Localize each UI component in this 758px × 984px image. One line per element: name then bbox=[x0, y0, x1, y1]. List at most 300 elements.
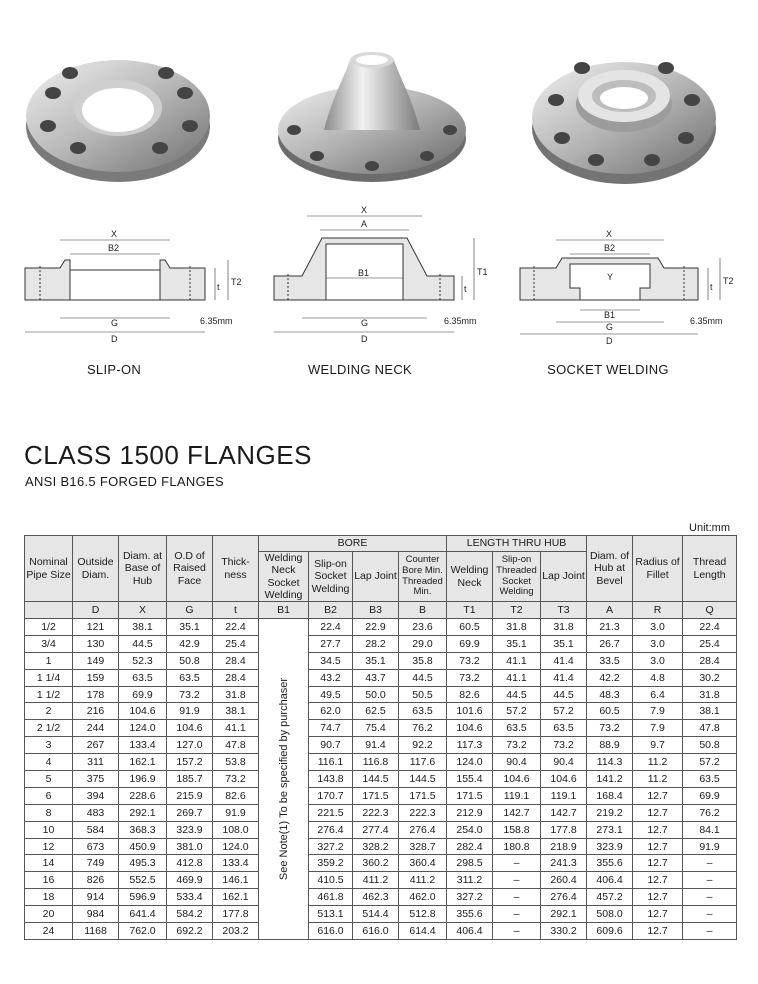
symbol-cell: t bbox=[213, 602, 259, 619]
table-cell: 116.8 bbox=[353, 754, 399, 771]
table-cell: 215.9 bbox=[167, 787, 213, 804]
table-cell: 450.9 bbox=[119, 838, 167, 855]
socket-welding-diagram bbox=[508, 200, 748, 350]
label-b1: B1 bbox=[604, 310, 616, 320]
table-cell: 6.4 bbox=[633, 686, 683, 703]
table-cell: 359.2 bbox=[309, 855, 353, 872]
table-cell: 104.6 bbox=[493, 771, 541, 788]
table-cell: – bbox=[683, 906, 737, 923]
table-cell: 6 bbox=[25, 787, 73, 804]
table-cell: 609.6 bbox=[587, 923, 633, 940]
table-row bbox=[25, 821, 737, 838]
label-t1: T1 bbox=[477, 267, 488, 277]
table-cell: 117.3 bbox=[447, 737, 493, 754]
header-outside-diam: Outside Diam. bbox=[73, 536, 119, 602]
table-cell: 7.9 bbox=[633, 703, 683, 720]
table-cell: 2 bbox=[25, 703, 73, 720]
table-cell: 142.7 bbox=[493, 804, 541, 821]
table-cell: 149 bbox=[73, 652, 119, 669]
header-radius-fillet: Radius of Fillet bbox=[633, 536, 683, 602]
table-row bbox=[25, 787, 737, 804]
table-cell: 60.5 bbox=[587, 703, 633, 720]
table-cell: 24 bbox=[25, 923, 73, 940]
label-b2: B2 bbox=[108, 243, 120, 253]
table-cell: 73.2 bbox=[587, 720, 633, 737]
table-cell: 5 bbox=[25, 771, 73, 788]
table-cell: 4.8 bbox=[633, 669, 683, 686]
table-cell: 22.4 bbox=[309, 619, 353, 636]
table-cell: 22.4 bbox=[683, 619, 737, 636]
flange-dimensions-table bbox=[24, 535, 737, 940]
table-cell: 28.4 bbox=[213, 669, 259, 686]
table-cell: 35.1 bbox=[493, 635, 541, 652]
table-cell: 116.1 bbox=[309, 754, 353, 771]
table-row bbox=[25, 872, 737, 889]
table-cell: 119.1 bbox=[541, 787, 587, 804]
table-cell: 133.4 bbox=[213, 855, 259, 872]
table-cell: 43.2 bbox=[309, 669, 353, 686]
table-cell: 276.4 bbox=[541, 889, 587, 906]
table-cell: 614.4 bbox=[399, 923, 447, 940]
table-cell: 323.9 bbox=[167, 821, 213, 838]
table-cell: 584 bbox=[73, 821, 119, 838]
table-row bbox=[25, 923, 737, 940]
table-cell: 38.1 bbox=[119, 619, 167, 636]
table-cell: 31.8 bbox=[493, 619, 541, 636]
table-row bbox=[25, 669, 737, 686]
header-b: Counter Bore Min. Threaded Min. bbox=[399, 552, 447, 602]
header-diam-base-hub: Diam. at Base of Hub bbox=[119, 536, 167, 602]
header-group-bore: BORE bbox=[259, 536, 447, 552]
table-cell: – bbox=[493, 923, 541, 940]
label-d: D bbox=[361, 334, 368, 344]
table-cell: 177.8 bbox=[541, 821, 587, 838]
table-cell: 277.4 bbox=[353, 821, 399, 838]
table-row bbox=[25, 771, 737, 788]
symbol-cell: T2 bbox=[493, 602, 541, 619]
table-cell: 641.4 bbox=[119, 906, 167, 923]
symbol-cell: X bbox=[119, 602, 167, 619]
table-cell: 144.5 bbox=[353, 771, 399, 788]
header-nominal-pipe-size: Nominal Pipe Size bbox=[25, 536, 73, 602]
table-cell: 73.2 bbox=[447, 669, 493, 686]
table-cell: 84.1 bbox=[683, 821, 737, 838]
table-cell: 162.1 bbox=[119, 754, 167, 771]
label-b2: B2 bbox=[604, 243, 616, 253]
table-cell: – bbox=[683, 889, 737, 906]
symbol-cell: A bbox=[587, 602, 633, 619]
table-cell: 43.7 bbox=[353, 669, 399, 686]
label-y: Y bbox=[607, 272, 614, 282]
table-cell: 28.4 bbox=[213, 652, 259, 669]
table-cell: 12.7 bbox=[633, 906, 683, 923]
table-cell: 180.8 bbox=[493, 838, 541, 855]
table-cell: 50.8 bbox=[683, 737, 737, 754]
label-t: t bbox=[217, 282, 220, 292]
slip-on-diagram bbox=[10, 200, 250, 350]
table-cell: 12 bbox=[25, 838, 73, 855]
symbol-cell: D bbox=[73, 602, 119, 619]
table-cell: 406.4 bbox=[447, 923, 493, 940]
table-cell: 47.8 bbox=[683, 720, 737, 737]
table-cell: 144.5 bbox=[399, 771, 447, 788]
table-cell: 146.1 bbox=[213, 872, 259, 889]
table-cell: 292.1 bbox=[119, 804, 167, 821]
table-cell: 25.4 bbox=[683, 635, 737, 652]
table-cell: 50.0 bbox=[353, 686, 399, 703]
table-cell: – bbox=[493, 889, 541, 906]
symbol-cell: T1 bbox=[447, 602, 493, 619]
label-t: t bbox=[710, 282, 713, 292]
table-cell: 63.5 bbox=[493, 720, 541, 737]
table-cell: 330.2 bbox=[541, 923, 587, 940]
table-cell: 50.8 bbox=[167, 652, 213, 669]
table-cell: 298.5 bbox=[447, 855, 493, 872]
table-cell: 292.1 bbox=[541, 906, 587, 923]
table-cell: 327.2 bbox=[309, 838, 353, 855]
table-cell: 69.9 bbox=[447, 635, 493, 652]
table-cell: 3.0 bbox=[633, 652, 683, 669]
table-cell: 74.7 bbox=[309, 720, 353, 737]
table-cell: – bbox=[493, 906, 541, 923]
label-b1: B1 bbox=[358, 268, 370, 278]
table-cell: 171.5 bbox=[447, 787, 493, 804]
table-cell: 749 bbox=[73, 855, 119, 872]
table-row bbox=[25, 855, 737, 872]
table-cell: 311.2 bbox=[447, 872, 493, 889]
table-cell: 34.5 bbox=[309, 652, 353, 669]
table-cell: 412.8 bbox=[167, 855, 213, 872]
table-cell: 60.5 bbox=[447, 619, 493, 636]
table-cell: 616.0 bbox=[353, 923, 399, 940]
table-cell: 124.0 bbox=[213, 838, 259, 855]
header-group-length-thru-hub: LENGTH THRU HUB bbox=[447, 536, 587, 552]
label-t: t bbox=[464, 284, 467, 294]
header-t1: Welding Neck bbox=[447, 552, 493, 602]
table-cell: 3 bbox=[25, 737, 73, 754]
table-cell: 360.4 bbox=[399, 855, 447, 872]
table-cell: 273.1 bbox=[587, 821, 633, 838]
label-dim: 6.35mm bbox=[200, 316, 233, 326]
table-cell: 35.1 bbox=[353, 652, 399, 669]
table-cell: 35.1 bbox=[167, 619, 213, 636]
table-cell: 12.7 bbox=[633, 855, 683, 872]
table-cell: 411.2 bbox=[353, 872, 399, 889]
table-cell: 124.0 bbox=[119, 720, 167, 737]
table-row bbox=[25, 804, 737, 821]
table-cell: 104.6 bbox=[541, 771, 587, 788]
table-cell: 212.9 bbox=[447, 804, 493, 821]
table-cell: 360.2 bbox=[353, 855, 399, 872]
table-cell: 11.2 bbox=[633, 771, 683, 788]
table-cell: 44.5 bbox=[493, 686, 541, 703]
table-cell: 616.0 bbox=[309, 923, 353, 940]
table-cell: – bbox=[493, 855, 541, 872]
table-cell: 241.3 bbox=[541, 855, 587, 872]
table-row bbox=[25, 737, 737, 754]
table-cell: 41.4 bbox=[541, 669, 587, 686]
table-cell: 4 bbox=[25, 754, 73, 771]
table-cell: 18 bbox=[25, 889, 73, 906]
table-cell: 381.0 bbox=[167, 838, 213, 855]
welding-neck-diagram bbox=[262, 200, 502, 350]
table-cell: 57.2 bbox=[683, 754, 737, 771]
table-cell: 260.4 bbox=[541, 872, 587, 889]
table-cell: 38.1 bbox=[213, 703, 259, 720]
table-cell: 2 1/2 bbox=[25, 720, 73, 737]
table-cell: 53.8 bbox=[213, 754, 259, 771]
label-x: X bbox=[111, 229, 118, 239]
symbol-cell: B bbox=[399, 602, 447, 619]
table-cell: 27.7 bbox=[309, 635, 353, 652]
table-cell: 104.6 bbox=[119, 703, 167, 720]
table-cell: 25.4 bbox=[213, 635, 259, 652]
table-cell: 124.0 bbox=[447, 754, 493, 771]
table-cell: 41.4 bbox=[541, 652, 587, 669]
table-cell: 276.4 bbox=[309, 821, 353, 838]
table-cell: 1 1/4 bbox=[25, 669, 73, 686]
table-cell: 10 bbox=[25, 821, 73, 838]
table-cell: 22.4 bbox=[213, 619, 259, 636]
table-cell: 90.4 bbox=[493, 754, 541, 771]
table-cell: 170.7 bbox=[309, 787, 353, 804]
symbol-cell: B2 bbox=[309, 602, 353, 619]
table-cell: 133.4 bbox=[119, 737, 167, 754]
table-cell: 31.8 bbox=[213, 686, 259, 703]
label-x: X bbox=[361, 205, 368, 215]
table-cell: 218.9 bbox=[541, 838, 587, 855]
table-cell: 44.5 bbox=[399, 669, 447, 686]
table-cell: 76.2 bbox=[399, 720, 447, 737]
symbol-cell: B3 bbox=[353, 602, 399, 619]
table-cell: 44.5 bbox=[541, 686, 587, 703]
table-cell: 3.0 bbox=[633, 619, 683, 636]
table-cell: 114.3 bbox=[587, 754, 633, 771]
table-cell: 411.2 bbox=[399, 872, 447, 889]
table-cell: 12.7 bbox=[633, 804, 683, 821]
table-cell: – bbox=[683, 855, 737, 872]
table-cell: 82.6 bbox=[447, 686, 493, 703]
table-cell: 31.8 bbox=[541, 619, 587, 636]
table-cell: 12.7 bbox=[633, 889, 683, 906]
socket-welding-flange-photo bbox=[524, 38, 724, 188]
table-cell: 104.6 bbox=[167, 720, 213, 737]
table-cell: 762.0 bbox=[119, 923, 167, 940]
table-cell: 63.5 bbox=[541, 720, 587, 737]
table-row bbox=[25, 652, 737, 669]
table-row bbox=[25, 703, 737, 720]
header-b2: Slip-on Socket Welding bbox=[309, 552, 353, 602]
table-cell: 73.2 bbox=[493, 737, 541, 754]
table-row bbox=[25, 838, 737, 855]
table-cell: 73.2 bbox=[541, 737, 587, 754]
table-cell: 63.5 bbox=[683, 771, 737, 788]
table-cell: 30.2 bbox=[683, 669, 737, 686]
table-cell: 533.4 bbox=[167, 889, 213, 906]
table-cell: 196.9 bbox=[119, 771, 167, 788]
label-t2: T2 bbox=[231, 277, 242, 287]
slip-on-flange-photo bbox=[18, 38, 218, 188]
table-cell: 178 bbox=[73, 686, 119, 703]
table-cell: 7.9 bbox=[633, 720, 683, 737]
table-cell: 62.0 bbox=[309, 703, 353, 720]
table-cell: 495.3 bbox=[119, 855, 167, 872]
table-cell: 33.5 bbox=[587, 652, 633, 669]
table-row bbox=[25, 619, 737, 636]
table-cell: 41.1 bbox=[493, 652, 541, 669]
table-cell: 69.9 bbox=[119, 686, 167, 703]
table-cell: 127.0 bbox=[167, 737, 213, 754]
table-cell: 119.1 bbox=[493, 787, 541, 804]
table-row bbox=[25, 906, 737, 923]
table-cell: 375 bbox=[73, 771, 119, 788]
table-cell: 73.2 bbox=[167, 686, 213, 703]
symbol-empty bbox=[25, 602, 73, 619]
table-cell: 826 bbox=[73, 872, 119, 889]
table-cell: 394 bbox=[73, 787, 119, 804]
table-cell: 142.7 bbox=[541, 804, 587, 821]
table-cell: 63.5 bbox=[167, 669, 213, 686]
unit-label: Unit:mm bbox=[689, 522, 730, 534]
symbol-cell: T3 bbox=[541, 602, 587, 619]
table-cell: 12.7 bbox=[633, 821, 683, 838]
table-cell: 276.4 bbox=[399, 821, 447, 838]
table-cell: 49.5 bbox=[309, 686, 353, 703]
table-cell: 63.5 bbox=[399, 703, 447, 720]
table-cell: 117.6 bbox=[399, 754, 447, 771]
table-cell: 29.0 bbox=[399, 635, 447, 652]
label-g: G bbox=[111, 318, 119, 328]
table-cell: 222.3 bbox=[353, 804, 399, 821]
table-cell: 62.5 bbox=[353, 703, 399, 720]
table-cell: 269.7 bbox=[167, 804, 213, 821]
table-row bbox=[25, 754, 737, 771]
header-thickness: Thick- ness bbox=[213, 536, 259, 602]
header-b3: Lap Joint bbox=[353, 552, 399, 602]
label-t2: T2 bbox=[723, 276, 734, 286]
table-cell: 410.5 bbox=[309, 872, 353, 889]
table-cell: 141.2 bbox=[587, 771, 633, 788]
table-cell: 483 bbox=[73, 804, 119, 821]
table-cell: 31.8 bbox=[683, 686, 737, 703]
table-cell: 88.9 bbox=[587, 737, 633, 754]
table-cell: 90.4 bbox=[541, 754, 587, 771]
table-body bbox=[25, 619, 737, 940]
table-cell: 216 bbox=[73, 703, 119, 720]
table-cell: 11.2 bbox=[633, 754, 683, 771]
label-d: D bbox=[111, 334, 118, 344]
header-t2: Slip-on Threaded Socket Welding bbox=[493, 552, 541, 602]
table-cell: 12.7 bbox=[633, 838, 683, 855]
table-cell: 20 bbox=[25, 906, 73, 923]
table-cell: 168.4 bbox=[587, 787, 633, 804]
label-g: G bbox=[606, 322, 614, 332]
table-cell: 23.6 bbox=[399, 619, 447, 636]
table-cell: 469.9 bbox=[167, 872, 213, 889]
header-t3: Lap Joint bbox=[541, 552, 587, 602]
header-b1: Welding Neck Socket Welding bbox=[259, 552, 309, 602]
table-cell: 155.4 bbox=[447, 771, 493, 788]
table-cell: 14 bbox=[25, 855, 73, 872]
caption-slip-on: SLIP-ON bbox=[86, 362, 142, 377]
caption-welding-neck: WELDING NECK bbox=[307, 362, 412, 377]
table-row bbox=[25, 635, 737, 652]
b1-note-text: See Note(1) To be specified by purchaser bbox=[277, 677, 290, 881]
table-cell: 41.1 bbox=[213, 720, 259, 737]
table-cell: 91.9 bbox=[213, 804, 259, 821]
symbol-cell: R bbox=[633, 602, 683, 619]
table-cell: 104.6 bbox=[447, 720, 493, 737]
table-cell: 38.1 bbox=[683, 703, 737, 720]
table-cell: 143.8 bbox=[309, 771, 353, 788]
table-cell: – bbox=[683, 923, 737, 940]
table-cell: 21.3 bbox=[587, 619, 633, 636]
table-cell: 108.0 bbox=[213, 821, 259, 838]
label-g: G bbox=[361, 318, 369, 328]
table-cell: 73.2 bbox=[213, 771, 259, 788]
table-cell: 42.2 bbox=[587, 669, 633, 686]
table-cell: 368.3 bbox=[119, 821, 167, 838]
table-cell: 157.2 bbox=[167, 754, 213, 771]
table-cell: 22.9 bbox=[353, 619, 399, 636]
table-row bbox=[25, 686, 737, 703]
table-cell: 159 bbox=[73, 669, 119, 686]
table-cell: 73.2 bbox=[447, 652, 493, 669]
table-cell: 219.2 bbox=[587, 804, 633, 821]
table-cell: 121 bbox=[73, 619, 119, 636]
table-cell: 69.9 bbox=[683, 787, 737, 804]
welding-neck-flange-photo bbox=[272, 38, 472, 188]
table-cell: 47.8 bbox=[213, 737, 259, 754]
table-cell: 323.9 bbox=[587, 838, 633, 855]
table-cell: 508.0 bbox=[587, 906, 633, 923]
table-cell: 76.2 bbox=[683, 804, 737, 821]
table-cell: 311 bbox=[73, 754, 119, 771]
table-cell: 16 bbox=[25, 872, 73, 889]
table-cell: 9.7 bbox=[633, 737, 683, 754]
table-cell: 28.2 bbox=[353, 635, 399, 652]
table-cell: 8 bbox=[25, 804, 73, 821]
table-cell: 35.1 bbox=[541, 635, 587, 652]
page-title: CLASS 1500 FLANGES bbox=[24, 440, 312, 470]
symbol-cell: G bbox=[167, 602, 213, 619]
page-subtitle: ANSI B16.5 FORGED FLANGES bbox=[25, 474, 224, 489]
header-thread-length: Thread Length bbox=[683, 536, 737, 602]
table-cell: 130 bbox=[73, 635, 119, 652]
b1-note-cell bbox=[259, 619, 309, 940]
table-cell: 50.5 bbox=[399, 686, 447, 703]
table-cell: 35.8 bbox=[399, 652, 447, 669]
table-cell: 48.3 bbox=[587, 686, 633, 703]
table-cell: 513.1 bbox=[309, 906, 353, 923]
table-cell: 282.4 bbox=[447, 838, 493, 855]
table-cell: 461.8 bbox=[309, 889, 353, 906]
table-cell: 355.6 bbox=[447, 906, 493, 923]
table-cell: 673 bbox=[73, 838, 119, 855]
table-cell: 91.4 bbox=[353, 737, 399, 754]
table-cell: 327.2 bbox=[447, 889, 493, 906]
header-diam-hub-bevel: Diam. of Hub at Bevel bbox=[587, 536, 633, 602]
table-cell: 267 bbox=[73, 737, 119, 754]
table-cell: 328.7 bbox=[399, 838, 447, 855]
table-cell: 57.2 bbox=[541, 703, 587, 720]
table-cell: 984 bbox=[73, 906, 119, 923]
table-row bbox=[25, 720, 737, 737]
table-cell: 228.6 bbox=[119, 787, 167, 804]
table-cell: 52.3 bbox=[119, 652, 167, 669]
table-cell: 1168 bbox=[73, 923, 119, 940]
table-cell: 177.8 bbox=[213, 906, 259, 923]
